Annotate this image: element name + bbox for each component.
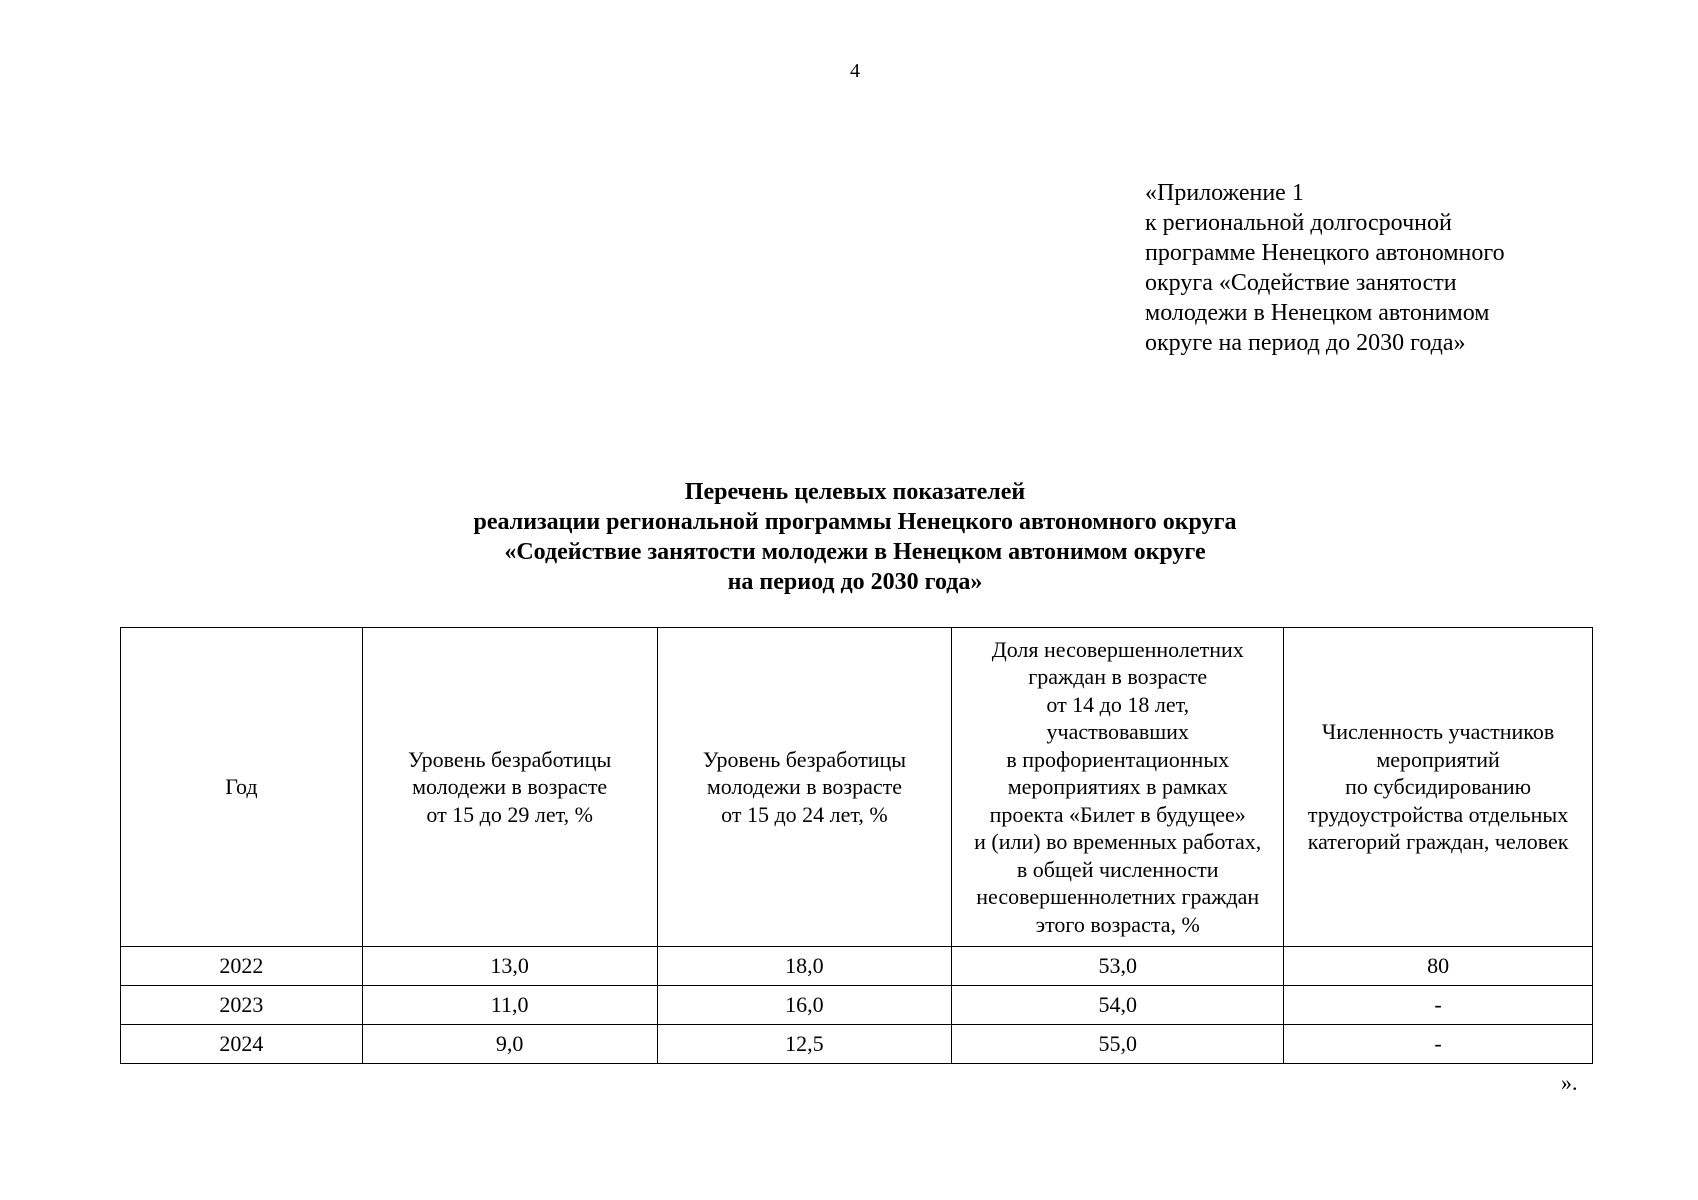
header-cell-unemployment-15-24: Уровень безработицы молодежи в возрасте от 15 до 24 лет, % xyxy=(657,628,952,947)
table-cell: 16,0 xyxy=(657,986,952,1025)
header-cell-year: Год xyxy=(121,628,363,947)
appendix-line: к региональной долгосрочной xyxy=(1145,210,1452,236)
table-cell: 2022 xyxy=(121,947,363,986)
table-cell: 54,0 xyxy=(952,986,1284,1025)
header-cell-unemployment-15-29: Уровень безработицы молодежи в возрасте от 15 до 29 лет, % xyxy=(362,628,657,947)
page-number: 4 xyxy=(850,60,860,82)
appendix-line: программе Ненецкого автономного xyxy=(1145,240,1505,266)
appendix-reference xyxy=(1145,178,1505,358)
appendix-line: молодежи в Ненецком автонимом xyxy=(1145,300,1490,326)
title-line: на период до 2030 года» xyxy=(727,569,983,595)
header-cell-participants-count: Численность участников мероприятий по субсидированию трудоустройства отдельных категорий граждан, человек xyxy=(1284,628,1593,947)
title-line: реализации региональной программы Ненецкого автономного округа xyxy=(473,509,1237,535)
table-row xyxy=(121,986,1593,1025)
table-cell: 2023 xyxy=(121,986,363,1025)
table-cell: 2024 xyxy=(121,1025,363,1064)
appendix-line: округа «Содействие занятости xyxy=(1145,270,1457,296)
indicators-table xyxy=(120,627,1593,1064)
table-cell: 9,0 xyxy=(362,1025,657,1064)
table-row xyxy=(121,947,1593,986)
appendix-line: округе на период до 2030 года» xyxy=(1145,330,1466,356)
table-cell: 13,0 xyxy=(362,947,657,986)
appendix-line: «Приложение 1 xyxy=(1145,180,1304,206)
table-cell: 18,0 xyxy=(657,947,952,986)
closing-quote-mark: ». xyxy=(1561,1070,1578,1095)
header-row xyxy=(121,628,1593,947)
table-cell: - xyxy=(1284,1025,1593,1064)
document-title xyxy=(0,477,1698,597)
table-row xyxy=(121,1025,1593,1064)
title-line: Перечень целевых показателей xyxy=(684,479,1026,505)
table-cell: 55,0 xyxy=(952,1025,1284,1064)
title-line: «Содействие занятости молодежи в Ненецком автонимом округе xyxy=(504,539,1206,565)
table-cell: 53,0 xyxy=(952,947,1284,986)
table-cell: - xyxy=(1284,986,1593,1025)
header-cell-minors-share: Доля несовершеннолетних граждан в возрасте от 14 до 18 лет, участвовавших в профориентационных мероприятиях в рамках проекта «Билет в будущее» и (или) во временных работах, в общей численности несовершеннолетних граждан этого возраста, % xyxy=(952,628,1284,947)
table-cell: 11,0 xyxy=(362,986,657,1025)
table-cell: 12,5 xyxy=(657,1025,952,1064)
table-cell: 80 xyxy=(1284,947,1593,986)
